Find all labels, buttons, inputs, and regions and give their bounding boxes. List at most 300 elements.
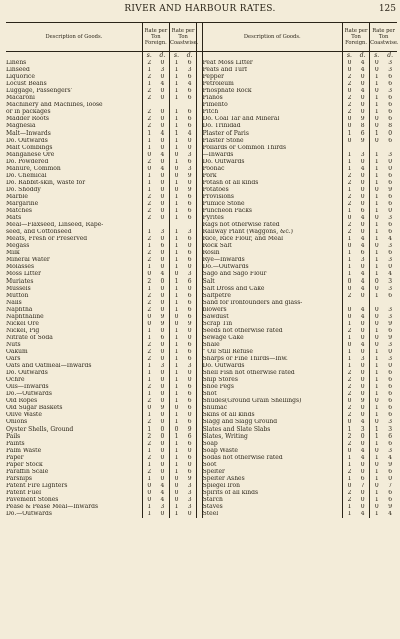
goods-description: Sago and Sago Flour	[202, 271, 342, 278]
foreign-shillings: 1	[147, 179, 152, 186]
foreign-pence: 0	[156, 433, 170, 440]
coastwise-shillings: 1	[374, 384, 379, 391]
table-row	[6, 250, 397, 257]
coastwise-pence: 6	[388, 222, 393, 229]
foreign-shillings	[342, 145, 356, 152]
foreign-pence: 9	[356, 138, 370, 145]
foreign-shillings: 2	[147, 74, 152, 81]
foreign-pence: 0	[356, 391, 370, 398]
foreign-shillings: 2	[347, 377, 352, 384]
foreign-shillings: 0	[147, 405, 152, 412]
coastwise-shillings: 1	[374, 222, 379, 229]
coastwise-shillings: 0	[374, 306, 379, 313]
foreign-pence: 0	[156, 201, 170, 208]
foreign-pence: 6	[156, 243, 170, 250]
foreign-pence: 4	[156, 483, 170, 490]
foreign-shillings: 2	[147, 257, 152, 264]
foreign-pence: 7	[356, 483, 370, 490]
coastwise-pence: 3	[388, 426, 393, 433]
goods-description: Sharps or Fine Thirds—Inw.	[202, 356, 342, 363]
table-row	[6, 328, 397, 335]
foreign-shillings: 1	[147, 264, 152, 271]
goods-description: Patent Fire Lighters	[6, 483, 142, 490]
goods-description: Rock Salt	[202, 243, 342, 250]
coastwise-shillings: 1	[174, 292, 179, 299]
coastwise-pence: 6	[183, 250, 197, 257]
foreign-pence: 0	[356, 490, 370, 497]
foreign-pence: 0	[356, 102, 370, 109]
foreign-pence: 0	[356, 504, 370, 511]
goods-description: Malt Combings	[6, 145, 142, 152]
coastwise-shillings: 1	[374, 377, 379, 384]
foreign-pence: 4	[356, 419, 370, 426]
foreign-shillings: 2	[147, 292, 152, 299]
coastwise-shillings: 1	[174, 123, 179, 130]
desc-column-header: Description of Goods.	[6, 23, 142, 52]
coastwise-pence: 6	[388, 468, 393, 475]
foreign-pence: 0	[356, 469, 370, 476]
coastwise-pence: 6	[183, 314, 197, 321]
foreign-pence: 4	[356, 278, 370, 285]
goods-description: Salt	[202, 278, 342, 285]
coastwise-shillings: 1	[374, 348, 379, 355]
table-row	[6, 293, 397, 300]
coastwise-pence: 6	[183, 455, 197, 462]
goods-description: Olive Waste	[6, 412, 142, 419]
foreign-shillings: 2	[347, 74, 352, 81]
table-row	[6, 286, 397, 293]
table-row	[6, 398, 397, 405]
page-header	[0, 4, 400, 18]
coastwise-pence: 6	[183, 342, 197, 349]
foreign-shillings: 2	[147, 250, 152, 257]
coastwise-shillings: 1	[174, 461, 179, 468]
foreign-shillings: 1	[147, 130, 152, 137]
goods-description: Manure, Common	[6, 166, 142, 173]
coastwise-pence: 6	[183, 293, 197, 300]
goods-description: Milk	[6, 250, 142, 257]
foreign-shillings: 2	[147, 200, 152, 207]
table-row	[6, 504, 397, 511]
goods-description: Do.—Outwards	[6, 511, 142, 518]
table-row	[6, 166, 397, 173]
coastwise-pence: 4	[388, 236, 393, 243]
table-row	[6, 201, 397, 208]
coastwise-pence: 9	[183, 173, 197, 180]
goods-description: Salt Dross and Cake	[202, 286, 342, 293]
coastwise-shillings: 1	[174, 433, 179, 440]
foreign-shillings: 0	[147, 271, 152, 278]
goods-description: Petroleum	[202, 81, 342, 88]
table-row	[6, 490, 397, 497]
foreign-shillings: 1	[147, 334, 152, 341]
goods-description: Nickel Ore	[6, 321, 142, 328]
foreign-pence: 0	[356, 222, 370, 229]
coastwise-shillings: 1	[374, 363, 379, 370]
foreign-shillings	[142, 222, 156, 229]
foreign-pence: 0	[156, 286, 170, 293]
foreign-shillings: 2	[347, 370, 352, 377]
goods-description: Paper	[6, 455, 142, 462]
foreign-pence: 0	[356, 180, 370, 187]
foreign-shillings: 2	[147, 236, 152, 243]
coastwise-pence: 0	[183, 462, 197, 469]
coastwise-shillings: 1	[374, 433, 379, 440]
goods-description: Do. Outwards	[202, 363, 342, 370]
coastwise-shillings: 1	[374, 511, 379, 518]
goods-description: Palm Waste	[6, 448, 142, 455]
coastwise-shillings: 0	[374, 285, 379, 292]
coastwise-shillings: 0	[174, 313, 179, 320]
foreign-pence: 4	[356, 243, 370, 250]
foreign-shillings: 1	[347, 355, 352, 363]
foreign-pence: 4	[156, 81, 170, 88]
coastwise-pence: 6	[183, 307, 197, 314]
coastwise-shillings: 1	[174, 447, 179, 454]
coastwise-column-header: Rate per Ton Coastwise.	[169, 23, 196, 52]
coastwise-shillings: 1	[374, 130, 379, 137]
foreign-pence: 0	[156, 123, 170, 130]
coastwise-shillings: 1	[174, 468, 179, 475]
coastwise-pence	[183, 222, 197, 229]
coastwise-pence: 0	[183, 412, 197, 419]
foreign-shillings: 1	[147, 475, 152, 482]
coastwise-shillings: 1	[174, 236, 179, 243]
coastwise-shillings: 1	[374, 165, 379, 172]
coastwise-shillings: 1	[174, 60, 179, 67]
coastwise-shillings: 1	[374, 179, 379, 186]
goods-description: Pimento	[202, 102, 342, 109]
coastwise-shillings: 0	[374, 447, 379, 454]
coastwise-shillings: 1	[174, 109, 179, 116]
table-row	[6, 208, 397, 215]
foreign-pence: 0	[156, 278, 170, 285]
coastwise-pence: 7	[388, 482, 393, 489]
foreign-shillings: 1	[147, 363, 152, 370]
foreign-shillings: 2	[147, 384, 152, 391]
coastwise-pence: 6	[388, 109, 393, 116]
coastwise-shillings: 1	[374, 292, 379, 299]
coastwise-pence: 3	[388, 447, 393, 454]
coastwise-pence: 6	[183, 194, 197, 201]
foreign-pence: 0	[356, 187, 370, 194]
coastwise-pence: 6	[183, 441, 197, 448]
coastwise-shillings	[169, 222, 183, 229]
goods-description: Pork	[202, 173, 342, 180]
foreign-pence: 0	[356, 328, 370, 335]
foreign-shillings: 2	[147, 454, 152, 461]
page-number: 125	[378, 4, 396, 14]
foreign-pence: 0	[156, 300, 170, 307]
goods-description: Do.—Outwards	[6, 391, 142, 398]
coastwise-pence: 3	[183, 490, 197, 497]
foreign-pence: 0	[156, 462, 170, 469]
coastwise-shillings: 1	[174, 243, 179, 250]
foreign-shillings: 0	[347, 116, 352, 123]
coastwise-shillings: 1	[374, 257, 379, 264]
foreign-shillings: 2	[347, 391, 352, 398]
coastwise-pence: 6	[183, 116, 197, 123]
foreign-pence: 0	[156, 476, 170, 483]
coastwise-shillings: 1	[174, 215, 179, 222]
coastwise-pence: 6	[183, 419, 197, 426]
coastwise-pence: 6	[388, 433, 393, 440]
foreign-pence: 4	[156, 271, 170, 278]
foreign-pence: 0	[156, 349, 170, 356]
goods-description: Oats and Oatmeal—Inwards	[6, 363, 142, 370]
coastwise-shillings: 1	[374, 151, 379, 158]
foreign-pence: 4	[156, 130, 170, 137]
foreign-pence: 0	[156, 384, 170, 391]
foreign-pence: 6	[156, 335, 170, 342]
coastwise-shillings: 1	[174, 454, 179, 461]
foreign-shillings: 0	[147, 482, 152, 489]
foreign-shillings: 2	[347, 179, 352, 186]
coastwise-pence: 6	[388, 440, 393, 447]
coastwise-pence: 4	[183, 81, 197, 88]
coastwise-pence: 0	[388, 207, 393, 215]
goods-description: Paper Stock	[6, 462, 142, 469]
table-row	[6, 391, 397, 398]
foreign-shillings: 0	[347, 123, 352, 130]
coastwise-pence: 6	[183, 405, 197, 412]
goods-description: Provisions	[202, 194, 342, 201]
foreign-pence: 0	[156, 356, 170, 363]
coastwise-shillings: 0	[374, 313, 379, 320]
goods-description: Parsnips	[6, 476, 142, 483]
foreign-pence: 4	[356, 215, 370, 222]
coastwise-shillings: 1	[174, 179, 179, 186]
foreign-shillings: 2	[147, 109, 152, 116]
goods-description: Rags not otherwise rated	[202, 222, 342, 229]
foreign-shillings: 2	[147, 299, 152, 306]
coastwise-pence: 6	[388, 137, 393, 144]
goods-description: Oils—Inwards	[6, 384, 142, 391]
units-blank	[6, 52, 142, 61]
goods-description: Sand for ironfounders and glass-	[202, 300, 342, 307]
table-row	[6, 130, 397, 137]
coastwise-pence: 3	[183, 271, 197, 278]
goods-description: Do. Shoddy	[6, 187, 142, 194]
foreign-shillings: 2	[147, 123, 152, 130]
coastwise-shillings: 1	[374, 74, 379, 81]
coastwise-pence: 9	[183, 321, 197, 328]
goods-description: Pease & Pease Meal—Inwards	[6, 504, 142, 511]
foreign-shillings: 1	[147, 243, 152, 250]
coastwise-pence: 6	[183, 236, 197, 243]
foreign-shillings: 1	[147, 81, 152, 88]
coastwise-shillings: 1	[174, 200, 179, 207]
foreign-pence: 3	[156, 229, 170, 236]
foreign-shillings: 1	[147, 461, 152, 468]
coastwise-shillings: 1	[174, 363, 179, 370]
goods-description: Oars	[6, 356, 142, 363]
goods-description: Puncheon Packs	[202, 208, 342, 215]
foreign-pence: 0	[156, 342, 170, 349]
coastwise-pence: 6	[183, 349, 197, 356]
foreign-shillings: 1	[147, 137, 152, 144]
foreign-pence: 9	[156, 314, 170, 321]
coastwise-pence: 8	[388, 123, 393, 130]
coastwise-pence: 3	[388, 419, 393, 426]
foreign-pence: 4	[356, 511, 370, 518]
foreign-shillings: 0	[147, 165, 152, 172]
goods-description: Machinery and Machines, loose	[6, 102, 142, 109]
coastwise-shillings: 1	[174, 327, 179, 334]
coastwise-shillings: 0	[374, 320, 379, 327]
foreign-pence: 3	[356, 257, 370, 264]
coastwise-pence: 9	[183, 426, 197, 433]
foreign-shillings: 1	[147, 503, 152, 511]
unit-label: s.	[146, 51, 152, 59]
table-row	[6, 264, 397, 271]
coastwise-pence: 0	[183, 138, 197, 145]
coastwise-pence: 9	[388, 334, 393, 341]
coastwise-shillings: 1	[174, 355, 179, 363]
coastwise-pence: 3	[388, 151, 393, 158]
coastwise-pence: 0	[183, 286, 197, 293]
table-row	[6, 159, 397, 166]
goods-description: Railway Plant (Waggons, &c.)	[202, 229, 342, 236]
coastwise-shillings: 1	[174, 285, 179, 292]
coastwise-shillings: 0	[174, 496, 179, 503]
goods-description: Onions	[6, 419, 142, 426]
table-row	[6, 152, 397, 159]
coastwise-shillings: 1	[374, 95, 379, 102]
foreign-shillings: 1	[147, 67, 152, 74]
foreign-shillings: 1	[147, 327, 152, 334]
foreign-pence: 0	[356, 433, 370, 440]
goods-description: Meats, Fresh or Preserved	[6, 236, 142, 243]
foreign-pence: 0	[356, 349, 370, 356]
coastwise-pence: 0	[183, 328, 197, 335]
foreign-shillings: 2	[147, 116, 152, 123]
table-row	[6, 476, 397, 483]
table-row	[6, 88, 397, 95]
foreign-shillings: 1	[147, 186, 152, 193]
goods-description: Locust Beans	[6, 81, 142, 88]
table-row	[6, 74, 397, 81]
foreign-shillings: 2	[147, 88, 152, 95]
foreign-shillings: 1	[347, 426, 352, 433]
coastwise-pence	[383, 145, 397, 152]
foreign-pence: 4	[356, 286, 370, 293]
foreign-shillings: 1	[147, 229, 152, 236]
goods-description: Oyster Shells, Ground	[6, 426, 142, 433]
foreign-pence: 0	[356, 293, 370, 300]
coastwise-shillings: 1	[174, 158, 179, 165]
goods-description: Manganese Ore	[6, 152, 142, 159]
coastwise-pence: 6	[388, 116, 393, 123]
foreign-shillings: 2	[147, 306, 152, 313]
foreign-pence: 0	[156, 426, 170, 433]
foreign-pence: 4	[156, 152, 170, 159]
coastwise-pence: 6	[388, 250, 393, 257]
foreign-pence: 0	[156, 412, 170, 419]
coastwise-shillings: 0	[174, 165, 179, 172]
coastwise-pence: 3	[388, 60, 393, 67]
goods-description: Mats	[6, 215, 142, 222]
coastwise-shillings: 0	[374, 137, 379, 144]
goods-description: Staves	[202, 504, 342, 511]
foreign-shillings: 1	[147, 412, 152, 419]
goods-description: Megass	[6, 243, 142, 250]
foreign-pence: 9	[156, 405, 170, 412]
goods-description: Plaster Stone	[202, 138, 342, 145]
coastwise-pence: 3	[183, 363, 197, 370]
table-row	[6, 215, 397, 222]
coastwise-shillings: 1	[374, 250, 379, 257]
foreign-pence: 4	[356, 67, 370, 74]
table-row	[6, 349, 397, 356]
table-row	[6, 314, 397, 321]
coastwise-pence: 6	[388, 95, 393, 102]
foreign-pence: 3	[156, 363, 170, 370]
foreign-pence: 0	[156, 250, 170, 257]
foreign-pence: 0	[156, 469, 170, 476]
goods-description: Meal—Flaxseed, Linseed, Rape-	[6, 222, 142, 229]
goods-description: Scrap Tin	[202, 321, 342, 328]
foreign-pence: 0	[156, 74, 170, 81]
goods-description: Pumice Stone	[202, 201, 342, 208]
foreign-pence: 0	[356, 264, 370, 271]
goods-description: Pepper	[202, 74, 342, 81]
foreign-pence: 4	[356, 448, 370, 455]
coastwise-shillings: 0	[174, 172, 179, 179]
foreign-pence: 0	[156, 208, 170, 215]
foreign-pence: 0	[156, 441, 170, 448]
coastwise-pence: 6	[183, 201, 197, 208]
coastwise-pence: 6	[388, 496, 393, 503]
foreign-shillings: 1	[347, 363, 352, 370]
foreign-pence: 4	[356, 60, 370, 67]
coastwise-pence: 0	[388, 165, 393, 172]
goods-description: Shot	[202, 391, 342, 398]
coastwise-pence: 6	[183, 123, 197, 130]
goods-description: Ship Stores	[202, 377, 342, 384]
goods-description: Nitrate of Soda	[6, 335, 142, 342]
foreign-pence: 0	[356, 81, 370, 88]
foreign-shillings: 1	[347, 250, 352, 257]
foreign-shillings: 0	[147, 151, 152, 158]
foreign-shillings: 2	[147, 468, 152, 475]
foreign-shillings: 2	[147, 278, 152, 285]
coastwise-pence: 0	[183, 377, 197, 384]
foreign-pence: 4	[356, 455, 370, 462]
goods-description: Paraffin Scale	[6, 469, 142, 476]
table-row	[6, 180, 397, 187]
foreign-pence: 0	[356, 173, 370, 180]
table-row	[6, 81, 397, 88]
coastwise-shillings: 1	[174, 511, 179, 518]
coastwise-shillings: 1	[374, 426, 379, 433]
foreign-shillings: 0	[347, 306, 352, 313]
foreign-shillings: 1	[347, 503, 352, 511]
goods-description: Mussels	[6, 286, 142, 293]
table-row	[6, 448, 397, 455]
coastwise-shillings: 0	[374, 398, 379, 405]
goods-description: Do. Chemical	[6, 173, 142, 180]
goods-description: Soot	[202, 462, 342, 469]
page-title: RIVER AND HARBOUR RATES.	[124, 4, 276, 14]
table-row	[6, 469, 397, 476]
foreign-pence: 0	[356, 74, 370, 81]
goods-description: Potash of all kinds	[202, 180, 342, 187]
coastwise-shillings: 1	[374, 468, 379, 475]
coastwise-shillings: 0	[174, 489, 179, 496]
coastwise-pence: 6	[183, 469, 197, 476]
coastwise-shillings: 1	[174, 503, 179, 511]
